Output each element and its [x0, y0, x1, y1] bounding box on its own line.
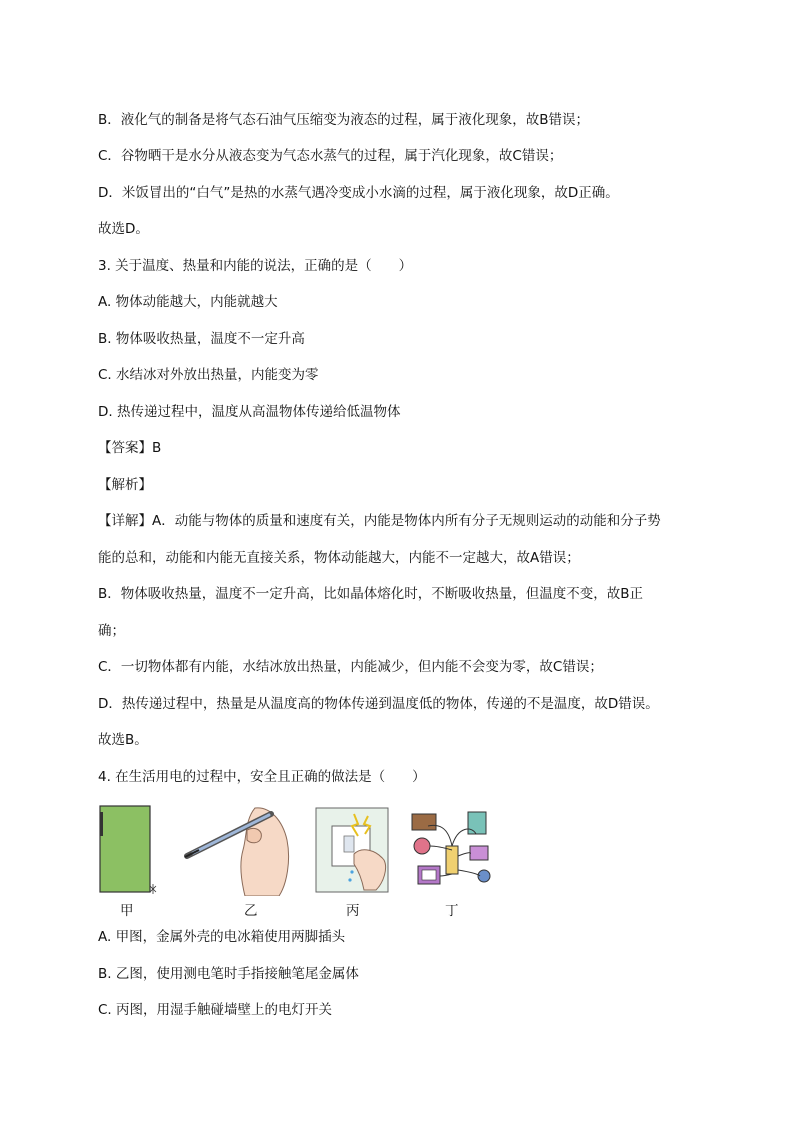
figure-label-ding: 丁 — [445, 903, 459, 919]
conclusion-line-2: 故选B。 — [98, 732, 148, 748]
question-4-option-a: A. 甲图，金属外壳的电冰箱使用两脚插头 — [98, 929, 346, 945]
analysis-heading: 【解析】 — [98, 477, 152, 493]
overloaded-socket-figure — [408, 806, 498, 892]
question-3-option-d: D. 热传递过程中，温度从高温物体传递给低温物体 — [98, 404, 401, 420]
answer-line: 【答案】B — [98, 440, 162, 456]
explanation-line-c: C．谷物晒干是水分从液态变为气态水蒸气的过程，属于汽化现象，故C错误； — [98, 148, 563, 164]
detail-line-1: 【详解】A．动能与物体的质量和速度有关，内能是物体内所有分子无规则运动的动能和分子势 — [98, 513, 661, 529]
question-3-option-a: A. 物体动能越大，内能就越大 — [98, 294, 278, 310]
explanation-line-b: B．液化气的制备是将气态石油气压缩变为液态的过程，属于液化现象，故B错误； — [98, 112, 590, 128]
explanation-line-d: D．米饭冒出的“白气”是热的水蒸气遇冷变成小水滴的过程，属于液化现象，故D正确。 — [98, 185, 619, 201]
test-pencil-figure — [183, 800, 295, 896]
question-3-option-b: B. 物体吸收热量，温度不一定升高 — [98, 331, 305, 347]
figure-label-yi: 乙 — [244, 903, 258, 919]
question-4-option-b: B. 乙图，使用测电笔时手指接触笔尾金属体 — [98, 966, 359, 982]
question-4-option-c: C. 丙图，用湿手触碰墙壁上的电灯开关 — [98, 1002, 333, 1018]
figure-label-jia: 甲 — [120, 903, 134, 919]
detail-line-2: 能的总和，动能和内能无直接关系，物体动能越大，内能不一定越大，故A错误； — [98, 550, 580, 566]
detail-line-6: D．热传递过程中，热量是从温度高的物体传递到温度低的物体，传递的不是温度，故D错误。 — [98, 696, 659, 712]
wall-switch-figure — [314, 806, 390, 894]
detail-line-5: C．一切物体都有内能，水结冰放出热量，内能减少，但内能不会变为零，故C错误； — [98, 659, 603, 675]
refrigerator-figure — [98, 804, 160, 896]
question-3-option-c: C. 水结冰对外放出热量，内能变为零 — [98, 367, 319, 383]
detail-line-3: B．物体吸收热量，温度不一定升高，比如晶体熔化时，不断吸收热量，但温度不变，故B正 — [98, 586, 644, 602]
conclusion-line: 故选D。 — [98, 221, 149, 237]
question-4-stem: 4. 在生活用电的过程中，安全且正确的做法是（ ） — [98, 769, 426, 785]
figure-label-bing: 丙 — [346, 903, 360, 919]
detail-line-4: 确； — [98, 623, 125, 639]
question-3-stem: 3. 关于温度、热量和内能的说法，正确的是（ ） — [98, 258, 413, 274]
